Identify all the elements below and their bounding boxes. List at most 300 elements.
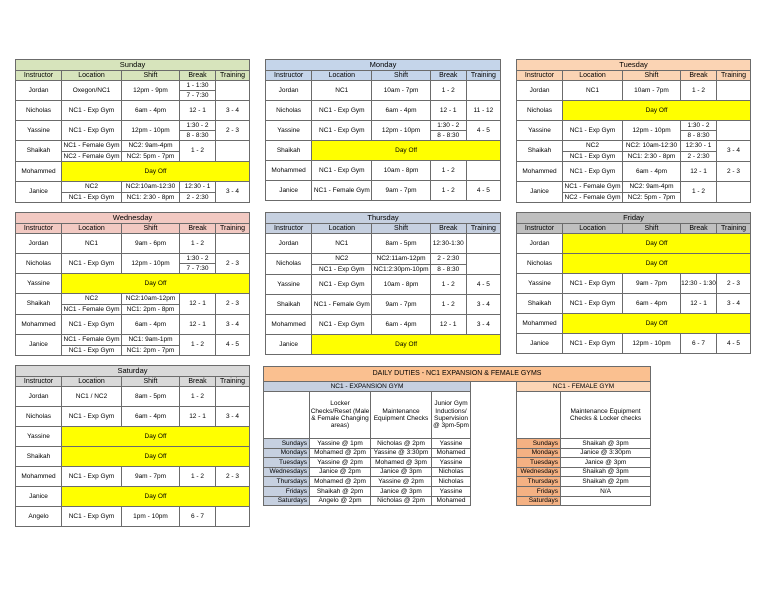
instructor-name: Mohammed	[266, 161, 312, 181]
training	[216, 387, 250, 407]
location: NC1 - Female Gym	[62, 141, 122, 152]
day-title: Tuesday	[517, 60, 751, 71]
break: 1 - 2	[430, 295, 466, 315]
training: 3 - 4	[216, 101, 250, 121]
break: 1 - 2	[180, 387, 216, 407]
junior-gym-cell: Mohamed	[432, 496, 471, 506]
location: NC1 - Exp Gym	[62, 121, 122, 141]
break: 12 - 1	[180, 407, 216, 427]
duties-title: DAILY DUTIES - NC1 EXPANSION & FEMALE GYMS	[264, 367, 651, 382]
instructor-name: Nicholas	[16, 254, 62, 274]
instructor-name: Mohammed	[16, 315, 62, 335]
location: Oxegon/NC1	[62, 81, 122, 101]
break: 6 - 7	[180, 507, 216, 527]
shift: NC2: 5pm - 7pm	[122, 151, 180, 162]
day-off: Day Off	[62, 274, 250, 294]
training: 11 - 12	[466, 101, 500, 121]
training: 2 - 3	[216, 254, 250, 274]
location: NC2	[312, 254, 372, 265]
instructor-name: Nicholas	[16, 407, 62, 427]
training	[466, 81, 500, 101]
sunday-schedule	[15, 59, 249, 203]
break: 1:30 - 2	[681, 121, 717, 131]
day-off: Day Off	[563, 101, 751, 121]
instructor-name: Shaikah	[266, 141, 312, 161]
duty-day-label: Fridays	[517, 486, 561, 496]
maintenance-cell: Mohamed @ 3pm	[371, 458, 432, 468]
shift: 12pm - 10pm	[623, 334, 681, 354]
location: NC1 - Exp Gym	[312, 161, 372, 181]
instructor-name: Janice	[266, 181, 312, 201]
duty-day-label: Sundays	[264, 439, 310, 449]
instructor-name: Mohammed	[517, 314, 563, 334]
shift: 9am - 7pm	[623, 274, 681, 294]
shift: 9am - 7pm	[372, 295, 430, 315]
duty-day-label: Mondays	[264, 448, 310, 458]
shift: NC2: 9am-4pm	[122, 141, 180, 152]
break: 1 - 2	[430, 181, 466, 201]
shift: 12pm - 10pm	[122, 121, 180, 141]
column-header: Training	[216, 71, 250, 81]
female-gym-title: NC1 - FEMALE GYM	[517, 382, 651, 392]
column-header: Instructor	[16, 377, 62, 387]
duty-day-label: Wednesdays	[517, 467, 561, 477]
training: 3 - 4	[717, 141, 751, 162]
break: 1 - 2	[430, 275, 466, 295]
instructor-name: Janice	[517, 182, 563, 203]
maintenance-cell: Janice @ 3pm	[371, 486, 432, 496]
day-title: Saturday	[16, 366, 250, 377]
spacer	[471, 496, 517, 506]
day-off: Day Off	[312, 335, 501, 355]
location: NC1 - Female Gym	[312, 181, 372, 201]
break: 1 - 2	[180, 467, 216, 487]
instructor-name: Mohammed	[266, 315, 312, 335]
location: NC1 - Exp Gym	[563, 274, 623, 294]
break: 1 - 1:30	[180, 81, 216, 91]
instructor-name: Mohammed	[16, 162, 62, 182]
duty-day-label: Sundays	[517, 439, 561, 449]
female-gym-cell: Shaikah @ 2pm	[561, 477, 651, 487]
instructor-name: Shaikah	[266, 295, 312, 315]
shift: 12pm - 10pm	[122, 254, 180, 274]
training	[216, 81, 250, 101]
junior-gym-cell: Yassine	[432, 439, 471, 449]
break: 2 - 2:30	[430, 254, 466, 265]
duty-day-label: Fridays	[264, 486, 310, 496]
maintenance-cell: Nicholas @ 2pm	[371, 439, 432, 449]
break: 1 - 2	[681, 182, 717, 203]
column-header: Location	[312, 71, 372, 81]
shift: 6am - 4pm	[372, 101, 430, 121]
location: NC1 - Exp Gym	[563, 334, 623, 354]
column-header: Instructor	[517, 224, 563, 234]
break: 1:30 - 2	[180, 254, 216, 264]
training	[717, 81, 751, 101]
column-header: Training	[216, 224, 250, 234]
shift: NC2: 9am-4pm	[623, 182, 681, 193]
duty-day-label: Thursdays	[264, 477, 310, 487]
location: NC1 - Female Gym	[563, 182, 623, 193]
shift: NC1: 2pm - 8pm	[122, 304, 180, 315]
instructor-name: Jordan	[266, 81, 312, 101]
column-header: Training	[717, 224, 751, 234]
instructor-name: Janice	[16, 335, 62, 356]
shift: 6am - 4pm	[623, 294, 681, 314]
instructor-name: Shaikah	[517, 141, 563, 162]
shift: NC2: 10am-12:30	[623, 141, 681, 152]
training: 3 - 4	[216, 315, 250, 335]
shift: NC1: 9am-1pm	[122, 335, 180, 346]
training	[466, 234, 500, 254]
duty-day-label: Saturdays	[264, 496, 310, 506]
location: NC1 - Exp Gym	[312, 315, 372, 335]
training: 4 - 5	[717, 334, 751, 354]
shift: 6am - 4pm	[623, 162, 681, 182]
training	[216, 507, 250, 527]
instructor-name: Nicholas	[517, 254, 563, 274]
column-header: Shift	[372, 224, 430, 234]
shift: 12pm - 10pm	[372, 121, 430, 141]
break: 8 - 8:30	[681, 131, 717, 141]
junior-gym-cell: Nicholas	[432, 477, 471, 487]
junior-gym-cell: Yassine	[432, 458, 471, 468]
instructor-name: Nicholas	[517, 101, 563, 121]
shift: 10am - 7pm	[623, 81, 681, 101]
shift: 6am - 4pm	[122, 315, 180, 335]
training	[466, 254, 500, 275]
location: NC1 - Female Gym	[62, 304, 122, 315]
column-header: Shift	[623, 224, 681, 234]
instructor-name: Yassine	[16, 274, 62, 294]
locker-checks-cell: Angelo @ 2pm	[310, 496, 371, 506]
wednesday-schedule	[15, 212, 249, 356]
day-off: Day Off	[62, 162, 250, 182]
maintenance-cell: Nicholas @ 2pm	[371, 496, 432, 506]
break: 12 - 1	[180, 315, 216, 335]
column-header: Break	[180, 71, 216, 81]
day-off: Day Off	[62, 487, 250, 507]
instructor-name: Angelo	[16, 507, 62, 527]
day-off: Day Off	[62, 447, 250, 467]
locker-checks-cell: Yassine @ 2pm	[310, 458, 371, 468]
junior-gym-header: Junior Gym Inductions/ Supervision @ 3pm-5pm	[432, 392, 471, 439]
locker-checks-cell: Shaikah @ 2pm	[310, 486, 371, 496]
female-gym-cell: Janice @ 3pm	[561, 458, 651, 468]
daily-duties	[263, 366, 650, 506]
saturday-schedule	[15, 365, 249, 527]
location: NC1 - Exp Gym	[62, 467, 122, 487]
column-header: Instructor	[16, 224, 62, 234]
shift: NC2:11am-12pm	[372, 254, 430, 265]
break: 12 - 1	[681, 294, 717, 314]
break: 12 - 1	[180, 101, 216, 121]
training: 3 - 4	[466, 295, 500, 315]
female-gym-cell: N/A	[561, 486, 651, 496]
column-header: Training	[216, 377, 250, 387]
locker-checks-cell: Mohamed @ 2pm	[310, 448, 371, 458]
female-gym-cell: Shaikah @ 3pm	[561, 467, 651, 477]
spacer	[471, 477, 517, 487]
junior-gym-cell: Nicholas	[432, 467, 471, 477]
duty-day-label: Tuesdays	[517, 458, 561, 468]
break: 8 - 8:30	[180, 131, 216, 141]
location: NC1 - Exp Gym	[312, 275, 372, 295]
location: NC1 - Exp Gym	[563, 294, 623, 314]
column-header: Training	[466, 224, 500, 234]
junior-gym-cell: Yassine	[432, 486, 471, 496]
shift: NC1: 2:30 - 8pm	[623, 151, 681, 162]
location: NC2 - Female Gym	[563, 192, 623, 203]
duty-day-label: Saturdays	[517, 496, 561, 506]
break: 12 - 1	[681, 162, 717, 182]
break: 1 - 2	[180, 141, 216, 162]
instructor-name: Shaikah	[16, 294, 62, 315]
break: 12 - 1	[180, 294, 216, 315]
day-off: Day Off	[312, 141, 501, 161]
location: NC1 - Exp Gym	[62, 507, 122, 527]
break: 2 - 2:30	[681, 151, 717, 162]
day-title: Friday	[517, 213, 751, 224]
maintenance-cell: Yassine @ 3:30pm	[371, 448, 432, 458]
friday-schedule	[516, 212, 751, 354]
maintenance-cell: Janice @ 3pm	[371, 467, 432, 477]
column-header: Location	[312, 224, 372, 234]
location: NC1	[312, 234, 372, 254]
tuesday-schedule	[516, 59, 751, 203]
female-gym-cell: Janice @ 3:30pm	[561, 448, 651, 458]
instructor-name: Yassine	[16, 121, 62, 141]
break: 12:30 - 1:30	[681, 274, 717, 294]
female-gym-cell	[561, 496, 651, 506]
break: 12:30 - 1	[681, 141, 717, 152]
instructor-name: Jordan	[16, 387, 62, 407]
instructor-name: Nicholas	[266, 254, 312, 275]
shift: NC2: 5pm - 7pm	[623, 192, 681, 203]
break: 12 - 1	[430, 315, 466, 335]
column-header: Training	[717, 71, 751, 81]
training: 4 - 5	[466, 275, 500, 295]
column-header: Training	[466, 71, 500, 81]
shift: 8am - 5pm	[122, 387, 180, 407]
instructor-name: Janice	[266, 335, 312, 355]
column-header: Shift	[122, 224, 180, 234]
instructor-name: Nicholas	[16, 101, 62, 121]
column-header: Location	[62, 377, 122, 387]
shift: 12pm - 9pm	[122, 81, 180, 101]
location: NC1 - Exp Gym	[563, 162, 623, 182]
column-header: Instructor	[266, 224, 312, 234]
spacer	[471, 467, 517, 477]
shift: 1pm - 10pm	[122, 507, 180, 527]
location: NC1 - Exp Gym	[563, 121, 623, 141]
break: 12:30 - 1	[180, 182, 216, 193]
shift: 10am - 8pm	[372, 275, 430, 295]
instructor-name: Jordan	[16, 234, 62, 254]
training	[717, 121, 751, 141]
training	[216, 234, 250, 254]
location: NC1 - Exp Gym	[312, 101, 372, 121]
location: NC2 - Female Gym	[62, 151, 122, 162]
locker-checks-cell: Yassine @ 1pm	[310, 439, 371, 449]
column-header: Break	[180, 224, 216, 234]
shift: 6am - 4pm	[122, 407, 180, 427]
instructor-name: Jordan	[266, 234, 312, 254]
instructor-name: Yassine	[266, 121, 312, 141]
column-header: Break	[430, 71, 466, 81]
locker-checks-header: Locker Checks/Reset (Male & Female Changing areas)	[310, 392, 371, 439]
instructor-name: Yassine	[517, 121, 563, 141]
location: NC2	[62, 182, 122, 193]
column-header: Break	[681, 71, 717, 81]
location: NC1 - Exp Gym	[563, 151, 623, 162]
duty-day-label: Thursdays	[517, 477, 561, 487]
expansion-gym-title: NC1 - EXPANSION GYM	[264, 382, 471, 392]
spacer	[471, 486, 517, 496]
junior-gym-cell: Mohamed	[432, 448, 471, 458]
shift: 10am - 8pm	[372, 161, 430, 181]
location: NC1 - Exp Gym	[62, 315, 122, 335]
location: NC1 - Exp Gym	[62, 254, 122, 274]
location: NC1 - Exp Gym	[312, 264, 372, 275]
female-gym-cell: Shaikah @ 3pm	[561, 439, 651, 449]
shift: NC1: 2pm - 7pm	[122, 345, 180, 356]
shift: 9am - 7pm	[372, 181, 430, 201]
column-header: Instructor	[266, 71, 312, 81]
instructor-name: Mohammed	[517, 162, 563, 182]
shift: 12pm - 10pm	[623, 121, 681, 141]
spacer	[471, 448, 517, 458]
training: 2 - 3	[717, 274, 751, 294]
training: 2 - 3	[216, 467, 250, 487]
instructor-name: Yassine	[16, 427, 62, 447]
column-header: Location	[563, 71, 623, 81]
shift: 8am - 5pm	[372, 234, 430, 254]
column-header: Location	[563, 224, 623, 234]
maintenance-cell: Yassine @ 2pm	[371, 477, 432, 487]
instructor-name: Janice	[16, 182, 62, 203]
spacer	[471, 458, 517, 468]
training	[216, 141, 250, 162]
duty-day-label: Tuesdays	[264, 458, 310, 468]
break: 1 - 2	[180, 335, 216, 356]
break: 8 - 8:30	[430, 264, 466, 275]
instructor-name: Shaikah	[517, 294, 563, 314]
training: 4 - 5	[466, 121, 500, 141]
location: NC1 - Exp Gym	[62, 407, 122, 427]
location: NC2	[62, 294, 122, 305]
break: 1 - 2	[430, 81, 466, 101]
training: 2 - 3	[216, 121, 250, 141]
instructor-name: Nicholas	[266, 101, 312, 121]
column-header: Break	[430, 224, 466, 234]
day-title: Sunday	[16, 60, 250, 71]
instructor-name: Yassine	[517, 274, 563, 294]
location: NC1	[563, 81, 623, 101]
break: 1 - 2	[180, 234, 216, 254]
duty-day-label: Wednesdays	[264, 467, 310, 477]
instructor-name: Jordan	[16, 81, 62, 101]
location: NC1 - Exp Gym	[62, 192, 122, 203]
column-header: Break	[180, 377, 216, 387]
training: 4 - 5	[466, 181, 500, 201]
shift: 9am - 6pm	[122, 234, 180, 254]
break: 2 - 2:30	[180, 192, 216, 203]
column-header: Shift	[372, 71, 430, 81]
location: NC1 / NC2	[62, 387, 122, 407]
break: 1:30 - 2	[180, 121, 216, 131]
shift: NC1: 2:30 - 8pm	[122, 192, 180, 203]
locker-checks-cell: Mohamed @ 2pm	[310, 477, 371, 487]
instructor-name: Janice	[517, 334, 563, 354]
maintenance-header: Maintenance Equipment Checks	[371, 392, 432, 439]
training: 3 - 4	[216, 407, 250, 427]
column-header: Location	[62, 224, 122, 234]
shift: NC1:2:30pm-10pm	[373, 265, 429, 273]
break: 1:30 - 2	[430, 121, 466, 131]
shift: NC2:10am-12pm	[122, 294, 180, 305]
day-off: Day Off	[563, 234, 751, 254]
training: 3 - 4	[466, 315, 500, 335]
female-maintenance-header: Maintenance Equipment Checks & Locker checks	[561, 392, 651, 439]
break: 12 - 1	[430, 101, 466, 121]
location: NC1 - Female Gym	[62, 335, 122, 346]
training	[717, 182, 751, 203]
day-off: Day Off	[563, 314, 751, 334]
break: 12:30-1:30	[430, 234, 466, 254]
training: 2 - 3	[216, 294, 250, 315]
instructor-name: Shaikah	[16, 447, 62, 467]
instructor-name: Shaikah	[16, 141, 62, 162]
day-title: Monday	[266, 60, 501, 71]
instructor-name: Jordan	[517, 81, 563, 101]
training: 3 - 4	[717, 294, 751, 314]
duty-day-label: Mondays	[517, 448, 561, 458]
break: 6 - 7	[681, 334, 717, 354]
training: 2 - 3	[717, 162, 751, 182]
column-header: Instructor	[517, 71, 563, 81]
shift: 6am - 4pm	[122, 101, 180, 121]
location: NC1 - Exp Gym	[62, 101, 122, 121]
break: 7 - 7:30	[180, 264, 216, 274]
location: NC1	[62, 234, 122, 254]
location: NC1	[312, 81, 372, 101]
shift: 10am - 7pm	[372, 81, 430, 101]
thursday-schedule	[265, 212, 501, 355]
training: 3 - 4	[216, 182, 250, 203]
monday-schedule	[265, 59, 501, 201]
day-off: Day Off	[563, 254, 751, 274]
instructor-name: Yassine	[266, 275, 312, 295]
day-off: Day Off	[62, 427, 250, 447]
locker-checks-cell: Janice @ 2pm	[310, 467, 371, 477]
break: 7 - 7:30	[180, 91, 216, 101]
location: NC2	[563, 141, 623, 152]
column-header: Shift	[122, 377, 180, 387]
shift: 9am - 7pm	[122, 467, 180, 487]
break: 1 - 2	[430, 161, 466, 181]
column-header: Instructor	[16, 71, 62, 81]
training	[466, 161, 500, 181]
column-header: Break	[681, 224, 717, 234]
shift: 6am - 4pm	[372, 315, 430, 335]
break: 1 - 2	[681, 81, 717, 101]
location: NC1 - Female Gym	[312, 295, 372, 315]
column-header: Shift	[623, 71, 681, 81]
training: 4 - 5	[216, 335, 250, 356]
instructor-name: Janice	[16, 487, 62, 507]
location: NC1 - Exp Gym	[62, 345, 122, 356]
